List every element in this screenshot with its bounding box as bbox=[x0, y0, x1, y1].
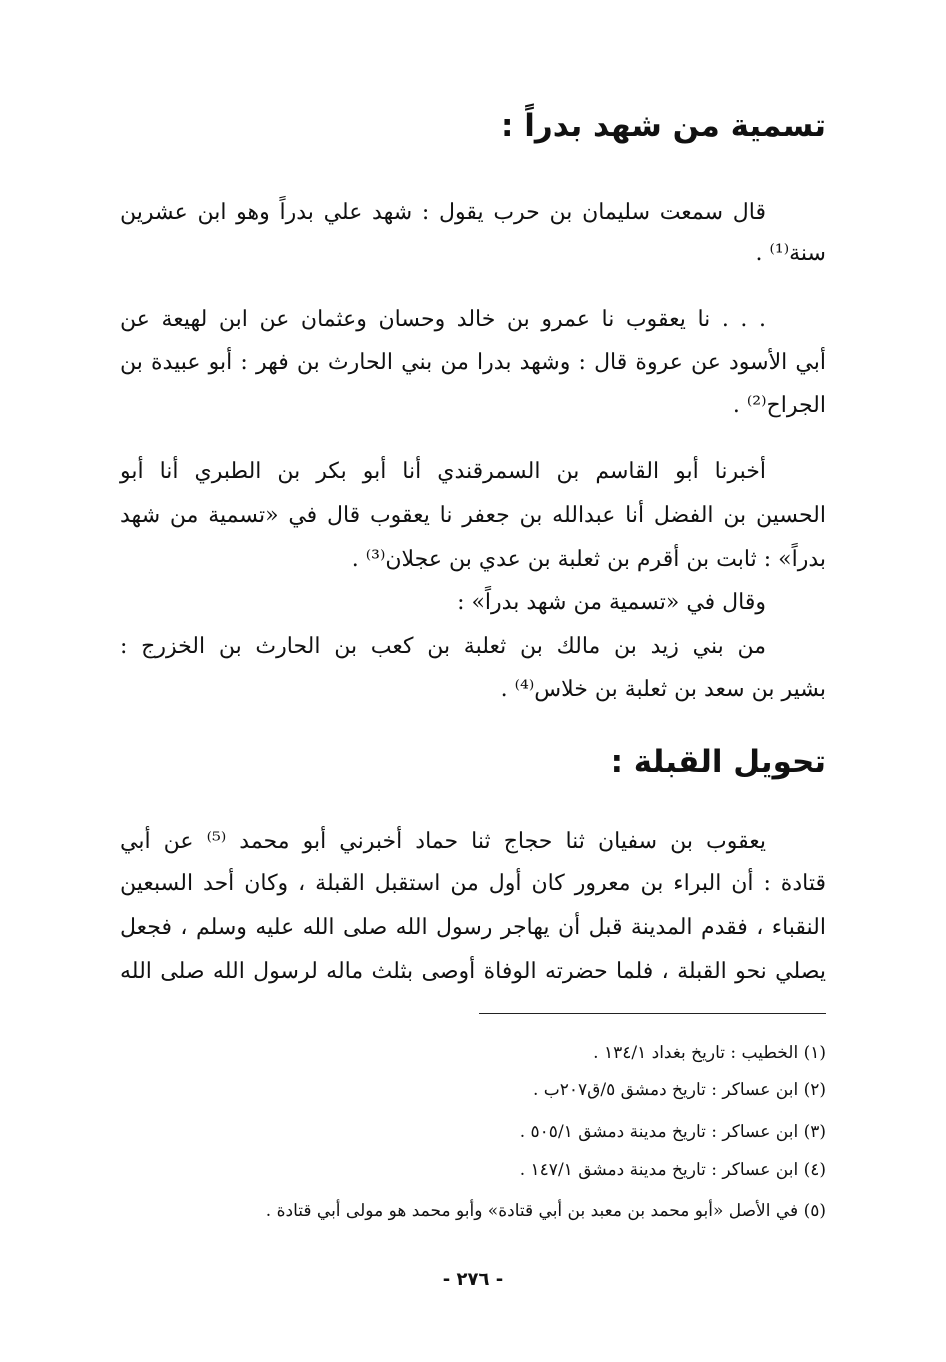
text-line: يعقوب بن سفيان ثنا حجاج ثنا حماد أخبرني أبو محمد ⁽⁵⁾ عن أبي bbox=[120, 829, 766, 854]
text-line: الجراح⁽²⁾ . bbox=[732, 393, 826, 418]
footnote-divider bbox=[479, 1013, 826, 1014]
text-line: . . . نا يعقوب نا عمرو بن خالد وحسان وعثمان عن ابن لهيعة عن bbox=[120, 307, 766, 332]
text-line: أخبرنا أبو القاسم بن السمرقندي أنا أبو بكر بن الطبري أنا أبو bbox=[120, 459, 766, 484]
footnote-item: (٤) ابن عساكر : تاريخ مدينة دمشق ١٤٧/١ . bbox=[519, 1160, 826, 1180]
page-number: - ٢٧٦ - bbox=[442, 1269, 504, 1290]
section-heading-qibla: تحويل القبلة : bbox=[610, 744, 826, 780]
text-line: وقال في «تسمية من شهد بدراً» : bbox=[457, 590, 766, 615]
text-line: قتادة : أن البراء بن معرور كان أول من استقبل القبلة ، وكان أحد السبعين bbox=[120, 871, 826, 896]
text-line: النقباء ، فقدم المدينة قبل أن يهاجر رسول الله صلى الله عليه وسلم ، فجعل bbox=[120, 915, 826, 940]
text-line: بشير بن سعد بن ثعلبة بن خلاس⁽⁴⁾ . bbox=[500, 677, 826, 702]
text-line: أبي الأسود عن عروة قال : وشهد بدرا من بني الحارث بن فهر : أبو عبيدة بن bbox=[120, 350, 826, 375]
footnote-item: (٢) ابن عساكر : تاريخ دمشق ٥/ق٢٠٧ب . bbox=[532, 1080, 826, 1100]
text-line: بدراً» : ثابت بن أقرم بن ثعلبة بن عدي بن عجلان⁽³⁾ . bbox=[351, 547, 826, 572]
text-line: من بني زيد بن مالك بن ثعلبة بن كعب بن الحارث بن الخزرج : bbox=[120, 634, 766, 659]
footnote-item: (٥) في الأصل «أبو محمد بن معبد بن أبي قتادة» وأبو محمد هو مولى أبي قتادة . bbox=[265, 1201, 826, 1221]
text-line: يصلي نحو القبلة ، فلما حضرته الوفاة أوصى بثلث ماله لرسول الله صلى الله bbox=[120, 959, 826, 984]
footnote-item: (١) الخطيب : تاريخ بغداد ١٣٤/١ . bbox=[593, 1043, 826, 1063]
footnote-item: (٣) ابن عساكر : تاريخ مدينة دمشق ٥٠٥/١ . bbox=[519, 1122, 826, 1142]
text-line: سنة⁽¹⁾ . bbox=[755, 241, 826, 266]
text-line: الحسين بن الفضل أنا عبدالله بن جعفر نا يعقوب قال في «تسمية من شهد bbox=[120, 503, 826, 528]
text-line: قال سمعت سليمان بن حرب يقول : شهد علي بدراً وهو ابن عشرين bbox=[120, 200, 766, 225]
section-heading-badr: تسمية من شهد بدراً : bbox=[501, 108, 826, 144]
